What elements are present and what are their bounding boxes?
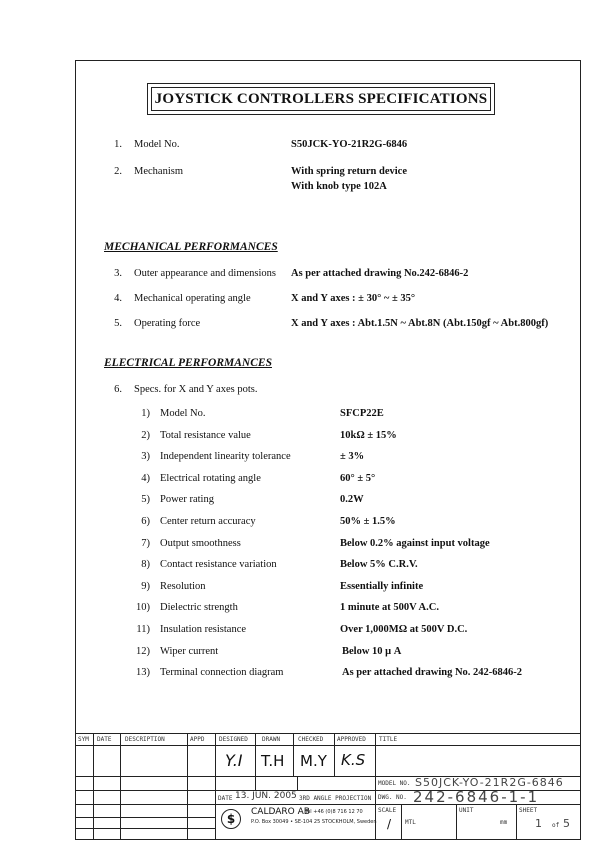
spec-number: 11) (136, 624, 150, 635)
item-label: Operating force (134, 318, 201, 329)
spec-label: Total resistance value (160, 430, 251, 441)
item-value: S50JCK-YO-21R2G-6846 (291, 139, 408, 150)
date-label: DATE (218, 795, 233, 802)
item-number: 4. (114, 293, 122, 304)
dwg-value: 242-6846-1-1 (413, 788, 540, 806)
section-heading-electrical: ELECTRICAL PERFORMANCES (104, 357, 272, 369)
unit-value: mm (500, 819, 508, 826)
header-drawn: DRAWN (262, 736, 281, 743)
item-label: Mechanical operating angle (134, 293, 251, 304)
spec-value: SFCP22E (340, 408, 384, 419)
scale-value: / (387, 817, 392, 831)
spec-label: Output smoothness (160, 538, 241, 549)
spec-number: 8) (141, 559, 150, 570)
item-label: Model No. (134, 139, 180, 150)
title-frame (147, 83, 495, 115)
spec-value: 50% ± 1.5% (340, 516, 396, 527)
electrical-intro: Specs. for X and Y axes pots. (134, 384, 258, 395)
spec-number: 7) (141, 538, 150, 549)
item-value: X and Y axes : ± 30° ~ ± 35° (291, 293, 416, 304)
sheet-total: 5 (563, 817, 570, 830)
spec-label: Electrical rotating angle (160, 473, 261, 484)
header-designed: DESIGNED (219, 736, 248, 743)
spec-label: Resolution (160, 581, 206, 592)
spec-value: 1 minute at 500V A.C. (340, 602, 439, 613)
document-title: JOYSTICK CONTROLLERS SPECIFICATIONS (151, 87, 491, 111)
projection-label: 3RD ANGLE PROJECTION (299, 795, 372, 802)
spec-number: 2) (141, 430, 150, 441)
spec-number: 12) (136, 646, 150, 657)
model-label: MODEL NO. (378, 780, 411, 787)
header-sym: SYM (78, 736, 89, 743)
approved-signature: K.S (341, 751, 366, 769)
spec-label: Dielectric strength (160, 602, 238, 613)
spec-number: 3) (141, 451, 150, 462)
item-number: 3. (114, 268, 122, 279)
spec-number: 9) (141, 581, 150, 592)
spec-value: 10kΩ ± 15% (340, 430, 397, 441)
header-appd: APPD (190, 736, 205, 743)
header-date: DATE (97, 736, 112, 743)
scale-label: SCALE (378, 807, 397, 814)
spec-value: Essentially infinite (340, 581, 424, 592)
sheet-number: 1 (535, 817, 542, 830)
spec-label: Independent linearity tolerance (160, 451, 291, 462)
mtl-label: MTL (405, 819, 416, 826)
title-block (75, 733, 581, 840)
header-title: TITLE (379, 736, 398, 743)
item-value: X and Y axes : Abt.1.5N ~ Abt.8N (Abt.150gf ~ Abt.800gf) (291, 318, 549, 329)
drawn-signature: T.H (261, 752, 285, 770)
spec-number: 13) (136, 667, 150, 678)
spec-value: As per attached drawing No. 242-6846-2 (342, 667, 523, 678)
spec-number: 1) (141, 408, 150, 419)
item-number: 6. (114, 384, 122, 395)
date-value: 13. JUN. 2005 (235, 791, 297, 801)
item-value: With knob type 102A (291, 181, 387, 192)
model-value: S50JCK-YO-21R2G-6846 (415, 776, 564, 789)
dwg-label: DWG. NO. (378, 794, 407, 801)
spec-label: Terminal connection diagram (160, 667, 284, 678)
item-number: 1. (114, 139, 122, 150)
spec-label: Center return accuracy (160, 516, 256, 527)
spec-value: 60° ± 5° (340, 473, 376, 484)
sheet-of-label: of (552, 822, 560, 829)
unit-label: UNIT (459, 807, 474, 814)
company-name: CALDARO AB (251, 807, 310, 817)
spec-number: 4) (141, 473, 150, 484)
company-logo-icon: $ (221, 809, 241, 829)
designed-signature: Y.I (225, 751, 243, 770)
item-label: Mechanism (134, 166, 183, 177)
spec-label: Wiper current (160, 646, 219, 657)
spec-label: Model No. (160, 408, 206, 419)
spec-value: Below 0.2% against input voltage (340, 538, 490, 549)
spec-value: ± 3% (340, 451, 365, 462)
item-value: As per attached drawing No.242-6846-2 (291, 268, 469, 279)
company-tel: Tel +46 (0)8 716 12 70 (305, 809, 363, 815)
item-number: 2. (114, 166, 122, 177)
item-number: 5. (114, 318, 122, 329)
company-address: P.O. Box 30049 • SE-104 25 STOCKHOLM, Sweden (251, 819, 377, 825)
spec-label: Insulation resistance (160, 624, 247, 635)
spec-number: 5) (141, 494, 150, 505)
checked-signature: M.Y (300, 752, 327, 770)
spec-label: Power rating (160, 494, 214, 505)
header-description: DESCRIPTION (125, 736, 165, 743)
header-checked: CHECKED (298, 736, 324, 743)
spec-number: 6) (141, 516, 150, 527)
sheet-label: SHEET (519, 807, 538, 814)
spec-value: 0.2W (340, 494, 364, 505)
header-approved: APPROVED (337, 736, 366, 743)
spec-value: Below 5% C.R.V. (340, 559, 418, 570)
spec-value: Over 1,000MΩ at 500V D.C. (340, 624, 468, 635)
item-label: Outer appearance and dimensions (134, 268, 276, 279)
spec-label: Contact resistance variation (160, 559, 277, 570)
spec-number: 10) (136, 602, 150, 613)
spec-value: Below 10 μ A (342, 646, 402, 657)
item-value: With spring return device (291, 166, 407, 177)
section-heading-mechanical: MECHANICAL PERFORMANCES (104, 241, 278, 253)
